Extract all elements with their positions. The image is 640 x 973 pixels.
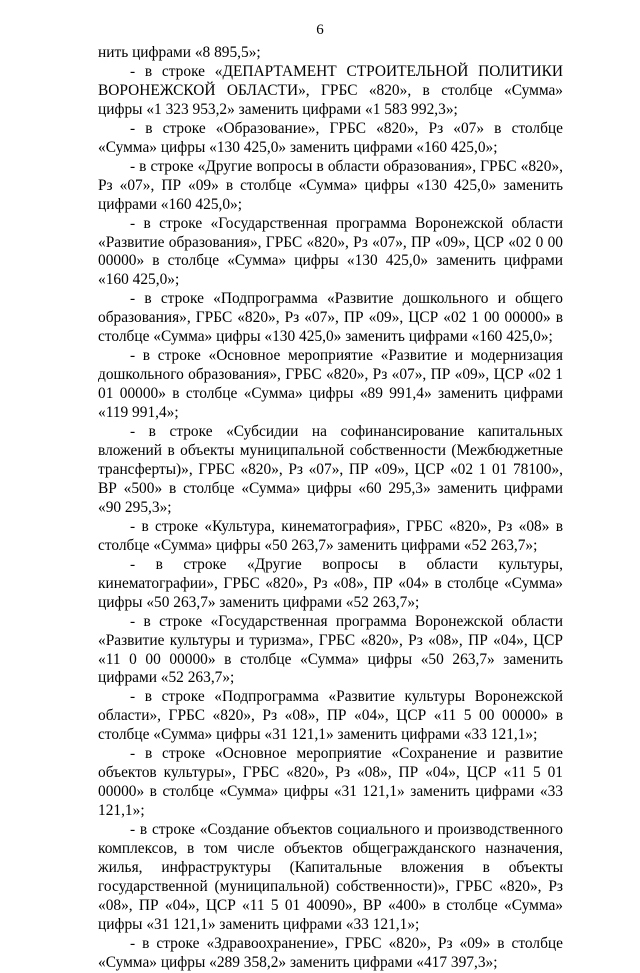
paragraph: - в строке «Здравоохранение», ГРБС «820», Рз «09» в столбце «Сумма» цифры «289 358,2» заменить цифрами «417 397,3»; <box>98 934 563 971</box>
paragraph: - в строке «Основное мероприятие «Развитие и модернизация дошкольного образования», ГРБС «820», Рз «07», ПР «09», ЦСР «02 1 01 00000» в столбце «Сумма» цифры «89 991,4» заменить цифрами «119 991,4»; <box>98 347 563 422</box>
paragraph: - в строке «Другие вопросы в области культуры, кинематографии», ГРБС «820», Рз «08», ПР «04» в столбце «Сумма» цифры «50 263,7» заменить цифрами «52 263,7»; <box>98 555 563 611</box>
paragraph: - в строке «Государственная программа Воронежской области «Развитие образования», ГРБС «820», Рз «07», ПР «09», ЦСР «02 0 00 00000» в столбце «Сумма» цифры «130 425,0» заменить цифрами «160 425,0»; <box>98 214 563 289</box>
paragraph: - в строке «Культура, кинематография», ГРБС «820», Рз «08» в столбце «Сумма» цифры «50 263,7» заменить цифрами «52 263,7»; <box>98 517 563 554</box>
paragraph: - в строке «Основное мероприятие «Сохранение и развитие объектов культуры», ГРБС «820», Рз «08», ПР «04», ЦСР «11 5 01 00000» в столбце «Сумма» цифры «31 121,1» заменить цифрами «33 121,1»; <box>98 745 563 820</box>
paragraph: - в строке «Подпрограмма «Развитие культуры Воронежской области», ГРБС «820», Рз «08», ПР «04», ЦСР «11 5 00 00000» в столбце «Сумма» цифры «31 121,1» заменить цифрами «33 121,1»; <box>98 688 563 744</box>
paragraph: - в строке «Государственная программа Воронежской области «Развитие культуры и туризма», ГРБС «820», Рз «08», ПР «04», ЦСР «11 0 00 00000» в столбце «Сумма» цифры «50 263,7» заменить цифрами «52 263,7»; <box>98 612 563 687</box>
document-body <box>98 44 563 973</box>
page-number: 6 <box>316 22 324 38</box>
paragraph: - в строке «Подпрограмма «Развитие дошкольного и общего образования», ГРБС «820», Рз «07», ПР «09», ЦСР «02 1 00 00000» в столбце «Сумма» цифры «130 425,0» заменить цифрами «160 425,0»; <box>98 290 563 346</box>
paragraph: - в строке «Создание объектов социального и производственного комплексов, в том числе объектов общегражданского назначения, жилья, инфраструктуры (Капитальные вложения в объекты государственной (муниципальной) собственности)», ГРБС «820», Рз «08», ПР «04», ЦСР «11 5 01 40090», ВР «400» в столбце «Сумма» цифры «31 121,1» заменить цифрами «33 121,1»; <box>98 821 563 933</box>
paragraph: - в строке «Образование», ГРБС «820», Рз «07» в столбце «Сумма» цифры «130 425,0» заменить цифрами «160 425,0»; <box>98 119 563 156</box>
paragraph: - в строке «Другие вопросы в области образования», ГРБС «820», Рз «07», ПР «09» в столбце «Сумма» цифры «130 425,0» заменить цифрами «160 425,0»; <box>98 157 563 213</box>
paragraph: - в строке «ДЕПАРТАМЕНТ СТРОИТЕЛЬНОЙ ПОЛИТИКИ ВОРОНЕЖСКОЙ ОБЛАСТИ», ГРБС «820», в столбце «Сумма» цифры «1 323 953,2» заменить цифрами «1 583 992,3»; <box>98 62 563 118</box>
paragraph: нить цифрами «8 895,5»; <box>98 44 261 61</box>
paragraph: - в строке «Субсидии на софинансирование капитальных вложений в объекты муниципальной собственности (Межбюджетные трансферты)», ГРБС «820», Рз «07», ПР «09», ЦСР «02 1 01 78100», ВР «500» в столбце «Сумма» цифры «60 295,3» заменить цифрами «90 295,3»; <box>98 423 563 516</box>
